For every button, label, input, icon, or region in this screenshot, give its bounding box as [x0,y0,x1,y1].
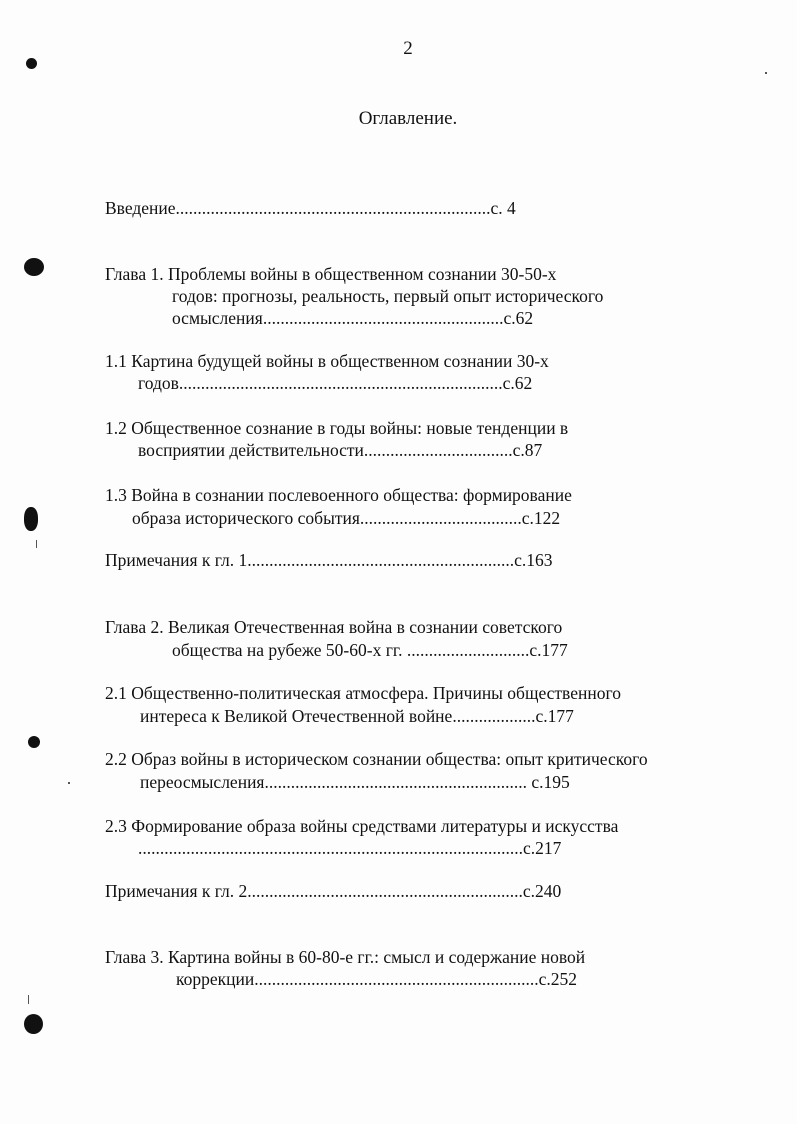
scan-speck [36,540,37,548]
punch-hole-5 [24,1014,43,1034]
toc-notes-chapter-1: Примечания к гл. 1.............................................................с.163 [105,550,553,570]
scan-speck [68,782,70,784]
toc-section-1-2-line-1: 1.2 Общественное сознание в годы войны: новые тенденции в [105,418,569,438]
toc-notes-chapter-2: Примечания к гл. 2...............................................................с.240 [105,881,562,901]
toc-section-2-2-line-1: 2.2 Образ войны в историческом сознании общества: опыт критического [105,749,648,769]
toc-section-1-1-line-1: 1.1 Картина будущей войны в общественном сознании 30-х [105,351,549,371]
page-number: 2 [403,38,413,59]
toc-chapter-2-line-1: Глава 2. Великая Отечественная война в сознании советского [105,617,563,637]
toc-chapter-3-line-2: коррекции.................................................................с.252 [176,969,577,989]
toc-section-2-1-line-2: интереса к Великой Отечественной войне...................с.177 [140,706,574,726]
toc-chapter-2-line-2: общества на рубеже 50-60-х гг. ............................с.177 [172,640,568,660]
toc-section-1-3-line-2: образа исторического события.....................................с.122 [132,508,561,528]
scan-speck [28,995,29,1004]
toc-chapter-1-line-3: осмысления.......................................................с.62 [172,308,534,328]
punch-hole-2 [24,258,44,276]
toc-section-2-3-line-1: 2.3 Формирование образа войны средствами литературы и искусства [105,816,619,836]
toc-chapter-1-line-1: Глава 1. Проблемы войны в общественном сознании 30-50-х [105,264,557,284]
toc-section-2-2-line-2: переосмысления............................................................ с.195 [140,772,570,792]
toc-entry-introduction: Введение........................................................................с. 4 [105,198,516,218]
toc-section-1-1-line-2: годов..........................................................................с.62 [138,373,533,393]
punch-hole-4 [28,736,40,748]
toc-section-1-3-line-1: 1.3 Война в сознании послевоенного общества: формирование [105,485,572,505]
scan-speck [765,72,767,74]
toc-section-2-1-line-1: 2.1 Общественно-политическая атмосфера. Причины общественного [105,683,621,703]
punch-hole-3 [24,507,38,531]
toc-section-2-3-line-2: ........................................................................................с.217 [138,838,562,858]
toc-title: Оглавление. [358,108,458,129]
toc-chapter-1-line-2: годов: прогнозы, реальность, первый опыт исторического [172,286,604,306]
toc-chapter-3-line-1: Глава 3. Картина войны в 60-80-е гг.: смысл и содержание новой [105,947,586,967]
toc-section-1-2-line-2: восприятии действительности..................................с.87 [138,440,543,460]
